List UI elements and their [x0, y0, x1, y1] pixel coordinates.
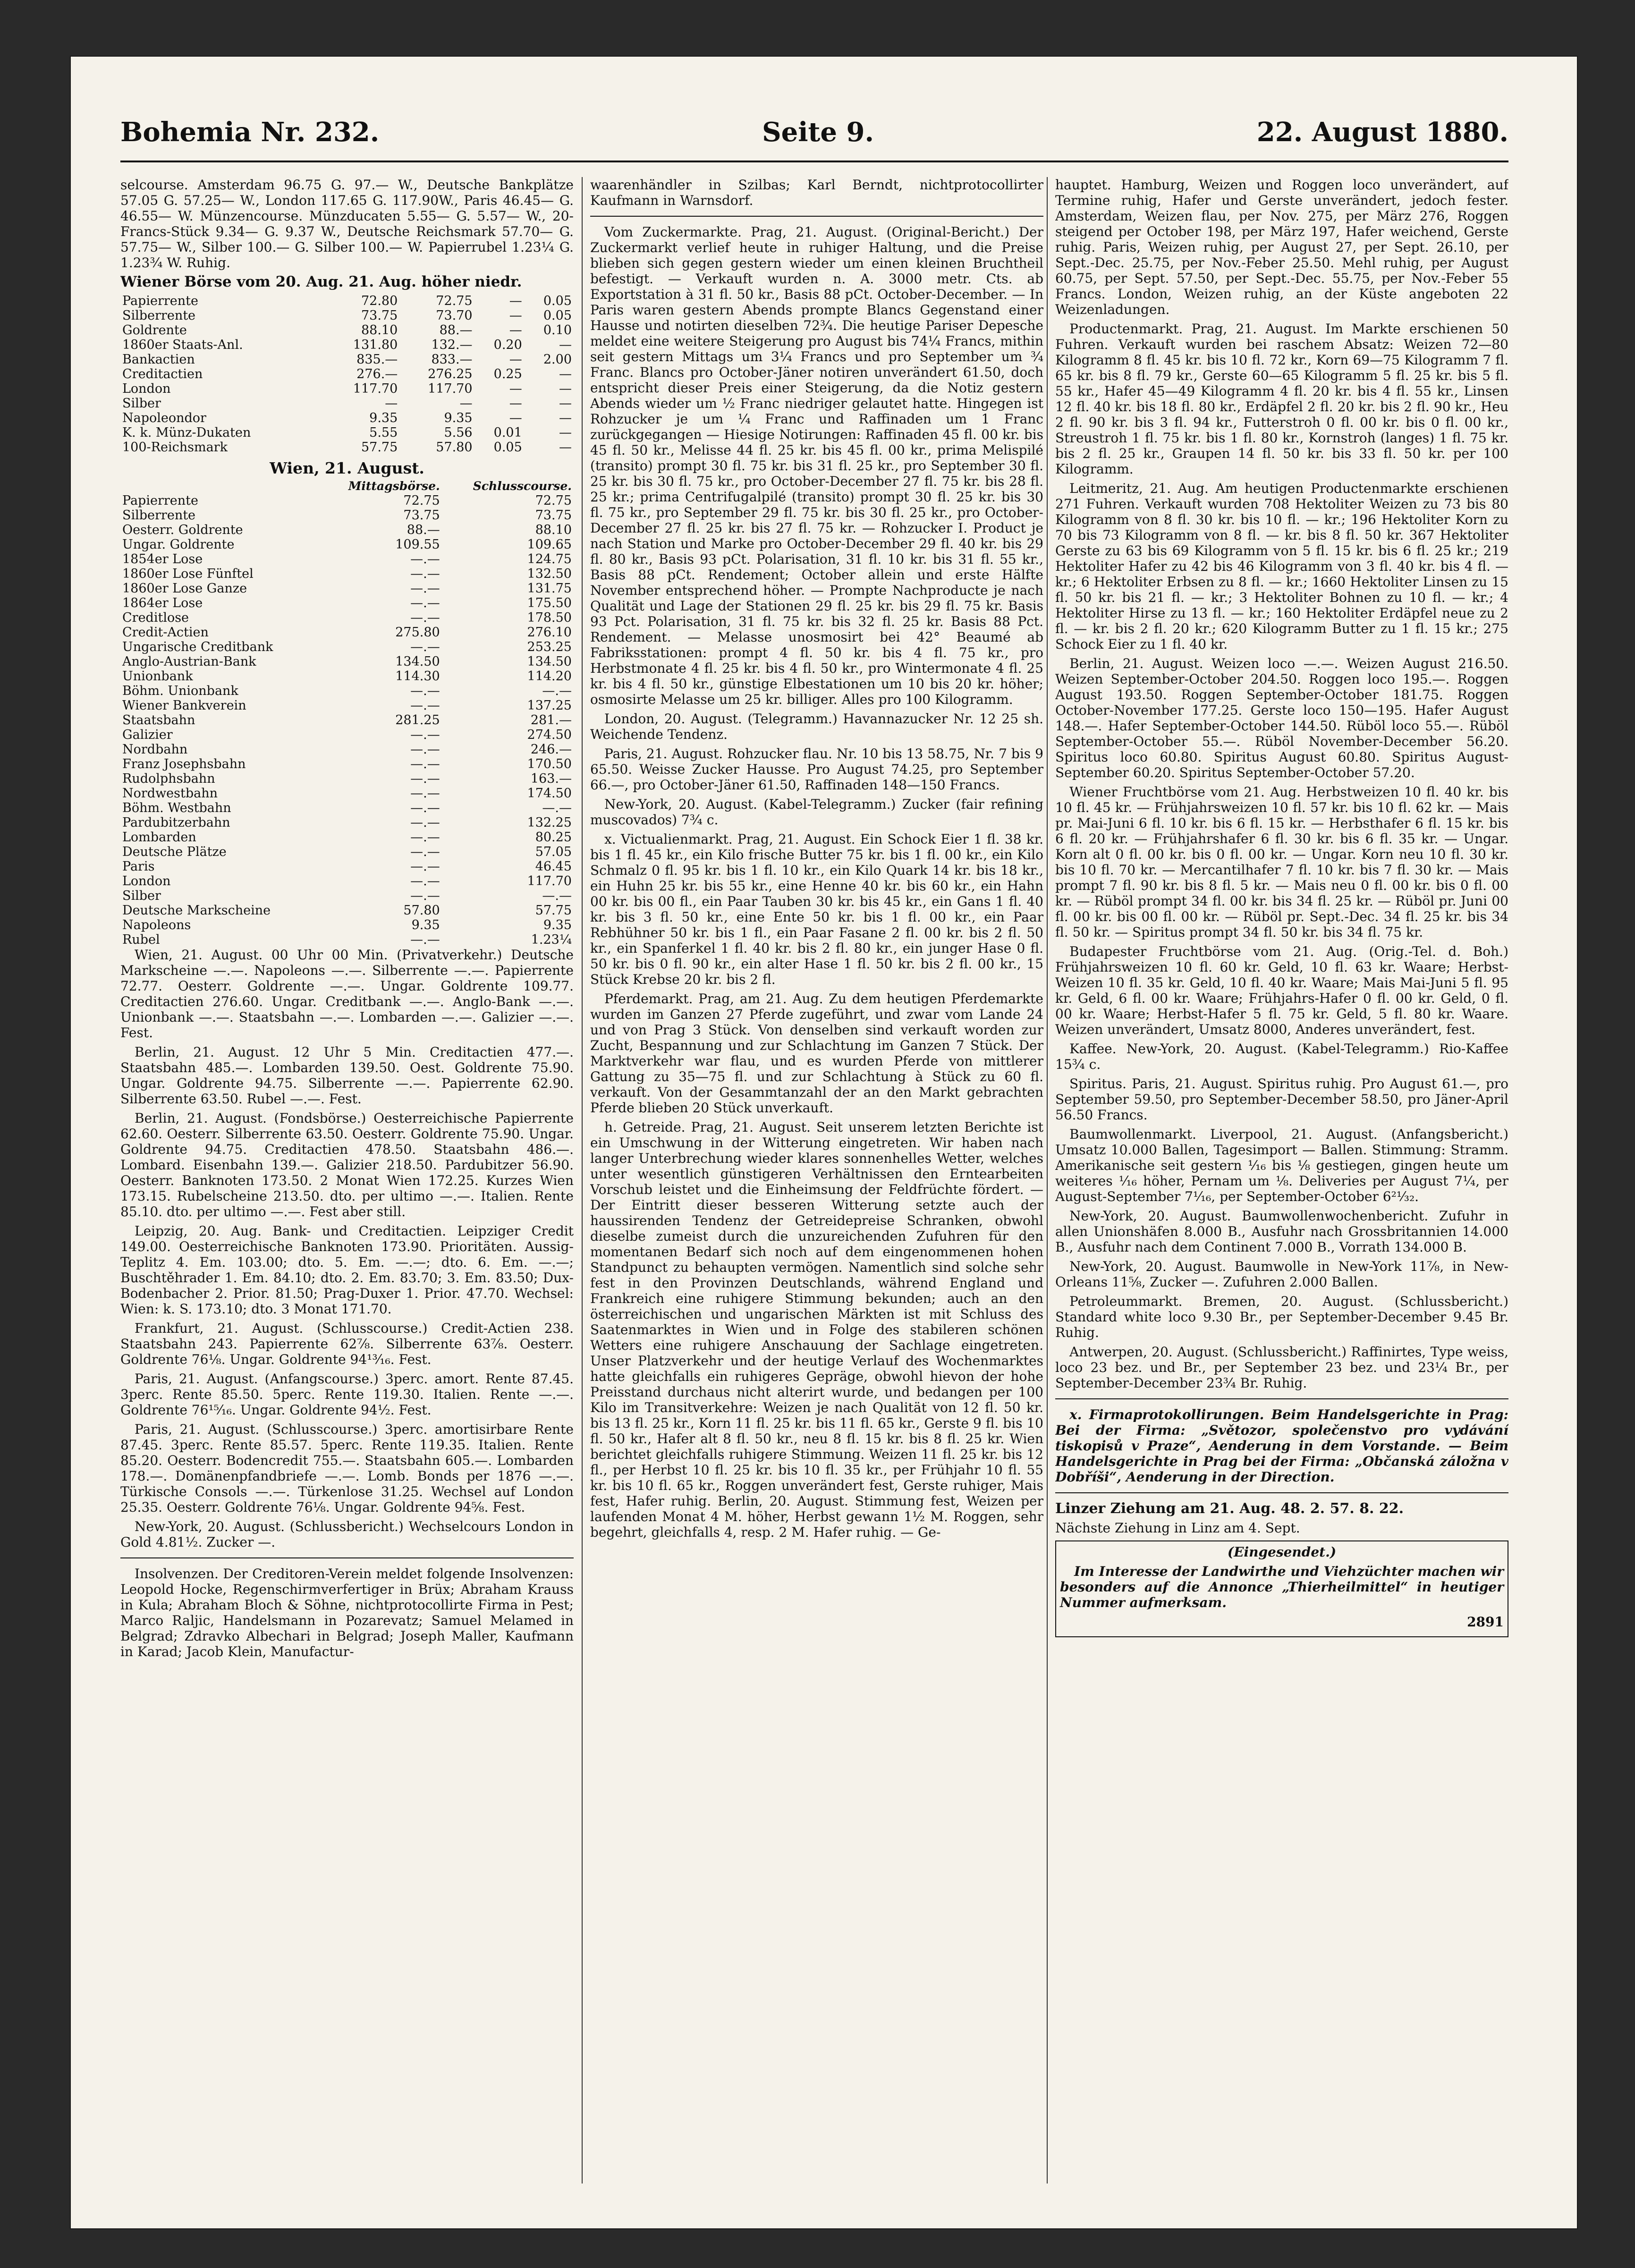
- security-name: Oesterr. Goldrente: [122, 523, 243, 537]
- quote-value: 0.25: [493, 367, 522, 381]
- wien-row: [120, 889, 574, 903]
- security-name: Deutsche Plätze: [122, 845, 227, 859]
- quote-value: 132.25: [527, 815, 572, 830]
- divider: [120, 1557, 574, 1558]
- wien-row: [120, 567, 574, 581]
- quote-value: 5.55: [369, 425, 398, 440]
- security-name: Deutsche Markscheine: [122, 903, 271, 918]
- quote-value: —.—: [410, 889, 440, 903]
- quote-value: 57.75: [361, 440, 398, 455]
- security-name: Napoleondor: [122, 411, 206, 425]
- victualienmarkt: x. Victualienmarkt. Prag, 21. August. Ein Schock Eier 1 fl. 38 kr. bis 1 fl. 45 kr., ein Kilo frische Butter 75 kr. bis 1 fl. 00 kr., ein Kilo Schmalz 0 fl. 95 kr. bis 1 fl. 10 kr., ein Kilo Quark 14 kr. bis 18 kr., ein Huhn 25 kr. bis 55 kr., eine Henne 40 kr. bis 60 kr., ein Hahn 00 kr. bis 00 fl., ein Paar Tauben 30 kr. bis 45 kr., ein Gans 1 fl. 40 kr. bis 3 fl. 50 kr., eine Ente 50 kr. bis 1 fl. 00 kr., ein Paar Rebhühner 50 kr. bis 1 fl., ein Paar Fasane 2 fl. 00 kr. bis 2 fl. 50 kr., ein Spanferkel 1 fl. 40 kr. bis 2 fl. 80 kr., ein junger Hase 0 fl. 50 kr. bis 0 fl. 90 kr., ein alter Hase 1 fl. 50 kr. bis 2 fl. 00 kr., 15 Stück Krebse 20 kr. bis 2 fl.: [590, 831, 1043, 987]
- quote-value: 131.75: [527, 581, 572, 596]
- quote-value: —: [509, 396, 522, 411]
- wien-row: [120, 537, 574, 552]
- quote-value: 73.75: [535, 508, 572, 523]
- wien-row: [120, 493, 574, 508]
- wiener-boerse-row: [120, 425, 574, 440]
- zucker-london: London, 20. August. (Telegramm.) Havannazucker Nr. 12 25 sh. Weichende Tendenz.: [590, 711, 1043, 742]
- wien-row: [120, 698, 574, 713]
- security-name: Anglo-Austrian-Bank: [122, 654, 256, 669]
- wien-row: [120, 713, 574, 728]
- quote-value: —: [559, 440, 572, 455]
- quote-value: 117.70: [428, 381, 473, 396]
- quote-value: —.—: [410, 640, 440, 654]
- security-name: Wiener Bankverein: [122, 698, 246, 713]
- security-name: 100-Reichsmark: [122, 440, 228, 455]
- security-name: Silber: [122, 889, 161, 903]
- wiener-fruchtboerse: Wiener Fruchtbörse vom 21. Aug. Herbstweizen 10 fl. 40 kr. bis 10 fl. 45 kr. — Frühjahrsweizen 10 fl. 57 kr. bis 10 fl. 62 kr. — Mais pr. Mai-Juni 6 fl. 10 kr. bis 6 fl. 15 kr. — Herbsthafer 6 fl. 15 kr. bis 6 fl. 20 kr. — Frühjahrshafer 6 fl. 30 kr. bis 6 fl. 35 kr. — Ungar. Korn alt 0 fl. 00 kr. bis 0 fl. 00 kr. — Ungar. Korn neu 10 fl. 30 kr. bis 10 fl. 70 kr. — Mercantilhafer 7 fl. 10 kr. bis 7 fl. 30 kr. — Mais prompt 7 fl. 90 kr. bis 8 fl. 5 kr. — Mais neu 0 fl. 00 kr. bis 0 fl. 00 kr. — Rüböl prompt 34 fl. 00 kr. bis 34 fl. 25 kr. — Rüböl pr. Juni 00 fl. 00 kr. bis 00 fl. 00 kr. — Rüböl pr. Sept.-Dec. 34 fl. 25 kr. bis 34 fl. 50 kr. — Spiritus prompt 34 fl. 50 kr. bis 34 fl. 75 kr.: [1055, 784, 1508, 940]
- wiener-boerse-row: [120, 352, 574, 367]
- security-name: Ungarische Creditbank: [122, 640, 273, 654]
- quote-value: 73.70: [436, 308, 473, 323]
- exchange-report: New-York, 20. August. (Schlussbericht.) Wechselcours London in Gold 4.81½. Zucker —.: [120, 1519, 574, 1550]
- quote-value: —.—: [410, 845, 440, 859]
- zucker-newyork: New-York, 20. August. (Kabel-Telegramm.) Zucker (fair refining muscovados) 7¾ c.: [590, 796, 1043, 828]
- quote-value: 72.75: [436, 294, 473, 308]
- quote-value: —: [559, 381, 572, 396]
- security-name: Rubel: [122, 932, 160, 947]
- quote-value: —.—: [410, 567, 440, 581]
- quote-value: 134.50: [395, 654, 440, 669]
- linzer-next: Nächste Ziehung in Linz am 4. Sept.: [1055, 1520, 1300, 1536]
- security-name: 1860er Staats-Anl.: [122, 338, 243, 352]
- security-name: Pardubitzerbahn: [122, 815, 230, 830]
- quote-value: 57.80: [436, 440, 473, 455]
- security-name: K. k. Münz-Dukaten: [122, 425, 251, 440]
- quote-value: —: [559, 425, 572, 440]
- wien-row: [120, 757, 574, 771]
- productenmarkt: Productenmarkt. Prag, 21. August. Im Markte erschienen 50 Fuhren. Verkauft wurden bei raschem Absatz: Weizen 72—80 Kilogramm 8 fl. 45 kr. bis 10 fl. 72 kr., Korn 69—75 Kilogramm 7 fl. 65 kr. bis 8 fl. 79 kr., Gerste 60—65 Kilogramm 5 fl. 25 kr. bis 5 fl. 55 kr., Hafer 45—49 Kilogramm 4 fl. 20 kr. bis 4 fl. 55 kr., Linsen 12 fl. 40 kr. bis 18 fl. 80 kr., Erdäpfel 2 fl. 20 kr. bis 2 fl. 90 kr., Heu 2 fl. 90 kr. bis 3 fl. 94 kr., Futterstroh 0 fl. 00 kr. bis 0 fl. 00 kr., Streustroh 1 fl. 75 kr. bis 1 fl. 80 kr., Kornstroh (langes) 1 fl. 75 kr. bis 2 fl. 25 kr., Graupen 14 fl. 50 kr. bis 33 fl. 50 kr. per 100 Kilogramm.: [1055, 321, 1508, 477]
- quote-value: 163.—: [530, 771, 572, 786]
- getreide: h. Getreide. Prag, 21. August. Seit unserem letzten Berichte ist ein Umschwung in der Witterung eingetreten. Wir haben nach langer Unterbrechung wieder klares sonnenhelles Wetter, welches unter wesentlich günstigeren Verhältnissen den Erntearbeiten Vorschub leistet und die Einheimsung der Feldfrüchte fördert. — Der Eintritt dieser besseren Witterung setzte auch der haussirenden Tendenz der Getreidepreise Schranken, obwohl dieselbe zumeist durch die unzureichenden Zufuhren für den momentanen Bedarf sich noch auf dem eingenommenen hohen Standpunct zu behaupten vermögen. Namentlich sind solche sehr fest in den Provinzen Deutschlands, während England und Frankreich eine ruhigere Stimmung bekunden; auch an den österreichischen und ungarischen Märkten ist mit Schluss des Saatenmarktes in Wien und in Folge des stabileren schönen Wetters eine ruhigere Anschauung der Sachlage eingetreten. Unser Platzverkehr und der heutige Verlauf des Wochenmarktes hatte gleichfalls ein ruhigeres Gepräge, obwohl hievon der hohe Preisstand durchaus nicht alterirt wurde, und bedangen per 100 Kilo im Transitverkehre: Weizen je nach Qualität von 12 fl. 50 kr. bis 13 fl. 25 kr., Korn 11 fl. 25 kr. bis 11 fl. 65 kr., Gerste 9 fl. bis 10 fl. 50 kr., Hafer alt 8 fl. 50 kr., neu 8 fl. 15 kr. bis 8 fl. 25 kr. Wien berichtet gleichfalls ruhigere Stimmung. Weizen 11 fl. 25 kr. bis 12 fl., per Herbst 10 fl. 25 kr. bis 10 fl. 35 kr., per Frühjahr 10 fl. 55 kr. bis 10 fl. 65 kr., Roggen unverändert fest, Gerste ruhiger, Mais fest, Hafer ruhig. Berlin, 20. August. Stimmung fest, Weizen per laufenden Monat 4 M. höher, Herbst gewann 1½ M. Roggen, sehr begehrt, gleichfalls 4, resp. 2 M. Hafer ruhig. — Ge-: [590, 1119, 1043, 1540]
- security-name: Silber: [122, 396, 161, 411]
- continuation-text: waarenhändler in Szilbas; Karl Berndt, nichtprotocollirter Kaufmann in Warnsdorf.: [590, 177, 1043, 208]
- quote-value: 0.05: [543, 294, 572, 308]
- quote-value: 5.56: [444, 425, 473, 440]
- wien-row: [120, 918, 574, 932]
- security-name: Böhm. Unionbank: [122, 684, 238, 698]
- quote-value: 276.25: [428, 367, 473, 381]
- column-rule-1: [582, 177, 583, 2183]
- security-name: Lombarden: [122, 830, 196, 845]
- security-name: 1860er Lose Fünftel: [122, 567, 254, 581]
- quote-value: —.—: [410, 786, 440, 801]
- quote-value: 2.00: [543, 352, 572, 367]
- petroleummarkt: Petroleummarkt. Bremen, 20. August. (Schlussbericht.) Standard white loco 9.30 Br., per September-December 9.45 Br. Ruhig.: [1055, 1294, 1508, 1340]
- wien-title: Wien, 21. August.: [270, 459, 424, 477]
- quote-value: 275.80: [395, 625, 440, 640]
- quote-value: 114.30: [395, 669, 440, 684]
- security-name: London: [122, 874, 171, 889]
- wiener-boerse-row: [120, 294, 574, 308]
- wien-row: [120, 815, 574, 830]
- quote-value: —: [509, 411, 522, 425]
- wien-row: [120, 523, 574, 537]
- security-name: Paris: [122, 859, 155, 874]
- quote-value: 1.23¼: [531, 932, 572, 947]
- wiener-boerse-row: [120, 381, 574, 396]
- linzer-ziehung: Linzer Ziehung am 21. Aug. 48. 2. 57. 8. 22.: [1055, 1500, 1404, 1517]
- quote-value: 9.35: [411, 918, 440, 932]
- quote-value: 0.20: [493, 338, 522, 352]
- quote-value: —: [385, 396, 398, 411]
- wiener-boerse-row: [120, 440, 574, 455]
- quote-value: —: [559, 396, 572, 411]
- quote-value: 9.35: [369, 411, 398, 425]
- quote-value: 137.25: [527, 698, 572, 713]
- quote-value: 80.25: [535, 830, 572, 845]
- security-name: Papierrente: [122, 493, 198, 508]
- quote-value: —.—: [410, 932, 440, 947]
- security-name: Papierrente: [122, 294, 198, 308]
- quote-value: —.—: [410, 874, 440, 889]
- exchange-report: Frankfurt, 21. August. (Schlusscourse.) Credit-Actien 238. Staatsbahn 243. Papierrente 62⅞. Silberrente 63⅞. Oesterr. Goldrente 76⅛. Ungar. Goldrente 94¹³⁄₁₆. Fest.: [120, 1320, 574, 1367]
- wien-row: [120, 728, 574, 742]
- wien-table: [120, 479, 574, 947]
- quote-value: —: [509, 308, 522, 323]
- wien-row: [120, 640, 574, 654]
- security-name: 1860er Lose Ganze: [122, 581, 247, 596]
- wiener-boerse-row: [120, 323, 574, 338]
- security-name: Galizier: [122, 728, 173, 742]
- newyork-baumwolle-1: New-York, 20. August. Baumwollenwochenbericht. Zufuhr in allen Unionshäfen 8.000 B., Ausfuhr nach Grossbritannien 14.000 B., Ausfuhr nach dem Continent 7.000 B., Vorrath 134.000 B.: [1055, 1208, 1508, 1255]
- security-name: Rudolphsbahn: [122, 771, 215, 786]
- quote-value: —.—: [410, 684, 440, 698]
- quote-value: —.—: [410, 830, 440, 845]
- quote-value: 88.—: [407, 523, 440, 537]
- divider: [1055, 1492, 1508, 1493]
- quote-value: 46.45: [535, 859, 572, 874]
- quote-value: —.—: [410, 552, 440, 567]
- wiener-boerse-row: [120, 367, 574, 381]
- quote-value: 835.—: [356, 352, 398, 367]
- security-name: Staatsbahn: [122, 713, 195, 728]
- divider: [1055, 1398, 1508, 1399]
- quote-value: —: [559, 367, 572, 381]
- security-name: Napoleons: [122, 918, 191, 932]
- quote-value: 174.50: [527, 786, 572, 801]
- quote-value: —: [509, 323, 522, 338]
- security-name: London: [122, 381, 171, 396]
- quote-value: 9.35: [543, 918, 572, 932]
- quote-value: 109.65: [527, 537, 572, 552]
- quote-value: 114.20: [527, 669, 572, 684]
- column-rule-2: [1047, 177, 1048, 2183]
- quote-value: 253.25: [527, 640, 572, 654]
- quote-value: 132.50: [527, 567, 572, 581]
- budapester-fruchtboerse: Budapester Fruchtbörse vom 21. Aug. (Orig.-Tel. d. Boh.) Frühjahrsweizen 10 fl. 60 kr. Geld, 10 fl. 63 kr. Waare; Herbst-Weizen 10 fl. 35 kr. Geld, 10 fl. 40 kr. Waare; Mais Mai-Juni 5 fl. 95 kr. Geld, 6 fl. 00 kr. Waare; Frühjahrs-Hafer 0 fl. 00 kr. Geld, 0 fl. 00 kr. Waare; Herbst-Hafer 5 fl. 75 kr. Geld, 5 fl. 80 kr. Waare. Weizen unverändert, Umsatz 8000, Anderes unverändert, fest.: [1055, 944, 1508, 1037]
- quote-value: 246.—: [530, 742, 572, 757]
- quote-value: —.—: [410, 815, 440, 830]
- wien-row: [120, 552, 574, 567]
- security-name: Silberrente: [122, 308, 196, 323]
- wiener-boerse-table: [120, 294, 574, 455]
- wien-row: [120, 610, 574, 625]
- quote-value: 88.10: [361, 323, 398, 338]
- wiener-boerse-row: [120, 411, 574, 425]
- antwerpen: Antwerpen, 20. August. (Schlussbericht.) Raffinirtes, Type weiss, loco 23 bez. und Br., per September 23 bez. und 23¼ Br., per September-December 23¾ Br. Ruhig.: [1055, 1344, 1508, 1391]
- quote-value: 57.05: [535, 845, 572, 859]
- quote-value: —.—: [410, 742, 440, 757]
- wien-row: [120, 596, 574, 610]
- wien-row: [120, 684, 574, 698]
- security-name: Nordwestbahn: [122, 786, 218, 801]
- intro-exchange: selcourse. Amsterdam 96.75 G. 97.— W., Deutsche Bankplätze 57.05 G. 57.25— W., London 117.65 G. 117.90W., Paris 46.45— G. 46.55— W. Münzencourse. Münzducaten 5.55— G. 5.57— W., 20-Francs-Stück 9.34— G. 9.37 W., Deutsche Reichsmark 57.70— G. 57.75— W., Silber 100.— G. Silber 100.— W. Papierrubel 1.23¼ G. 1.23¾ W. Ruhig.: [120, 177, 574, 271]
- quote-value: 170.50: [527, 757, 572, 771]
- security-name: Creditactien: [122, 367, 203, 381]
- quote-value: —.—: [410, 698, 440, 713]
- quote-value: —.—: [410, 801, 440, 815]
- column-finance: [120, 177, 574, 2183]
- quote-value: —.—: [410, 581, 440, 596]
- issue-date: 22. August 1880.: [1256, 117, 1508, 148]
- eingesendet-number: 2891: [1467, 1614, 1504, 1630]
- page-header: [120, 104, 1508, 162]
- quote-value: 281.25: [395, 713, 440, 728]
- security-name: Nordbahn: [122, 742, 188, 757]
- wien-row: [120, 625, 574, 640]
- wien-row: [120, 581, 574, 596]
- wien-row: [120, 903, 574, 918]
- security-name: Bankactien: [122, 352, 195, 367]
- exchange-report: Paris, 21. August. (Anfangscourse.) 3perc. amort. Rente 87.45. 3perc. Rente 85.50. 5perc. Rente 119.30. Italien. Rente —.—. Goldrente 76¹⁵⁄₁₆. Ungar. Goldrente 94½. Fest.: [120, 1371, 574, 1418]
- wien-head-mittag: Mittagsbörse.: [348, 479, 440, 493]
- wien-row: [120, 801, 574, 815]
- quote-value: 73.75: [403, 508, 440, 523]
- quote-value: —.—: [542, 889, 572, 903]
- quote-value: 276.10: [527, 625, 572, 640]
- security-name: Unionbank: [122, 669, 193, 684]
- quote-value: —: [559, 411, 572, 425]
- wien-row: [120, 508, 574, 523]
- quote-value: 88.10: [535, 523, 572, 537]
- quote-value: 72.80: [361, 294, 398, 308]
- wien-row: [120, 771, 574, 786]
- security-name: Franz Josephsbahn: [122, 757, 246, 771]
- quote-value: 281.—: [530, 713, 572, 728]
- wien-row: [120, 859, 574, 874]
- quote-value: 132.—: [431, 338, 473, 352]
- wien-row: [120, 654, 574, 669]
- quote-value: —: [509, 381, 522, 396]
- quote-value: —.—: [542, 801, 572, 815]
- quote-value: —.—: [410, 757, 440, 771]
- wiener-boerse-row: [120, 396, 574, 411]
- wien-row: [120, 669, 574, 684]
- exchange-report: Leipzig, 20. Aug. Bank- und Creditactien. Leipziger Credit 149.00. Oesterreichische Banknoten 173.90. Prioritäten. Aussig-Teplitz 4. Em. 103.00; dto. 5. Em. —.—; dto. 6. Em. —.—; Buschtěhrader 1. Em. 84.10; dto. 2. Em. 83.70; 3. Em. 83.50; Dux-Bodenbacher 2. Prior. 81.50; Prag-Duxer 1. Prior. 47.70. Wechsel: Wien: k. S. 173.10; dto. 3 Monat 171.70.: [120, 1223, 574, 1317]
- quote-value: 0.05: [543, 308, 572, 323]
- wien-row: [120, 742, 574, 757]
- newyork-baumwolle-2: New-York, 20. August. Baumwolle in New-York 11⅞, in New-Orleans 11⅝, Zucker —. Zufuhren 2.000 Ballen.: [1055, 1259, 1508, 1290]
- paper-issue: Bohemia Nr. 232.: [120, 117, 380, 148]
- security-name: Goldrente: [122, 323, 187, 338]
- quote-value: 0.01: [493, 425, 522, 440]
- quote-value: —: [509, 352, 522, 367]
- baumwollenmarkt: Baumwollenmarkt. Liverpool, 21. August. (Anfangsbericht.) Umsatz 10.000 Ballen, Tagesimport — Ballen. Stimmung: Stramm. Amerikanische seit gestern ¹⁄₁₆ bis ⅛ gestiegen, gingen heute um weiteres ¹⁄₁₆ höher, Pernam um ⅛. Deliveries per August 7¹⁄₄, per August-September 7¹⁄₁₆, per September-October 6²¹⁄₃₂.: [1055, 1126, 1508, 1204]
- leitmeritz: Leitmeritz, 21. Aug. Am heutigen Productenmarkte erschienen 271 Fuhren. Verkauft wurden 708 Hektoliter Weizen zu 73 bis 80 Kilogramm von 8 fl. 30 kr. bis 10 fl. — kr.; 196 Hektoliter Korn zu 70 bis 73 Kilogramm von 8 fl. — kr. bis 8 fl. 50 kr. 367 Hektoliter Gerste zu 63 bis 69 Kilogramm von 5 fl. 15 kr. bis 6 fl. 25 kr.; 219 Hektoliter Hafer zu 42 bis 46 Kilogramm von 3 fl. 40 kr. bis 4 fl. — kr.; 6 Hektoliter Erbsen zu 8 fl. — kr.; 1660 Hektoliter Linsen zu 15 fl. 50 kr. bis 21 fl. — kr.; 3 Hektoliter Bohnen zu 10 fl. — kr.; 4 Hektoliter Hirse zu 13 fl. — kr.; 160 Hektoliter Erdäpfel neue zu 2 fl. — kr. bis 2 fl. 20 kr.; 620 Kilogramm Butter zu 1 fl. 15 kr.; 275 Schock Eier zu 1 fl. 40 kr.: [1055, 481, 1508, 652]
- quote-value: 57.75: [535, 903, 572, 918]
- firmaprotokollirungen: x. Firmaprotokollirungen. Beim Handelsgerichte in Prag: Bei der Firma: „Světozor, společenstvo pro vydávání tiskopisů v Praze“, Aenderung in dem Vorstande. — Beim Handelsgerichte in Prag bei der Firma: „Občanská záložna v Dobříši“, Aenderung in der Direction.: [1055, 1407, 1508, 1485]
- quote-value: 117.70: [527, 874, 572, 889]
- quote-value: 72.75: [403, 493, 440, 508]
- security-name: Böhm. Westbahn: [122, 801, 231, 815]
- quote-value: 276.—: [356, 367, 398, 381]
- wien-row: [120, 845, 574, 859]
- quote-value: 134.50: [527, 654, 572, 669]
- quote-value: 57.80: [403, 903, 440, 918]
- eingesendet-text: Im Interesse der Landwirthe und Viehzüchter machen wir besonders auf die Annonce „Thierheilmittel“ in heutiger Nummer aufmerksam.: [1060, 1564, 1504, 1610]
- quote-value: 175.50: [527, 596, 572, 610]
- quote-value: 131.80: [353, 338, 398, 352]
- security-name: Credit-Actien: [122, 625, 209, 640]
- quote-value: 9.35: [444, 411, 473, 425]
- security-name: Creditlose: [122, 610, 189, 625]
- newspaper-page: [71, 57, 1577, 2228]
- quote-value: 178.50: [527, 610, 572, 625]
- security-name: 1864er Lose: [122, 596, 203, 610]
- exchange-report: Wien, 21. August. 00 Uhr 00 Min. (Privatverkehr.) Deutsche Markscheine —.—. Napoleons —.—. Silberrente —.—. Papierrente 72.77. Oesterr. Goldrente —.—. Ungar. Goldrente 109.77. Creditactien 276.60. Ungar. Creditbank —.—. Anglo-Bank —.—. Unionbank —.—. Staatsbahn —.—. Lombarden —.—. Galizier —.—. Fest.: [120, 947, 574, 1041]
- exchange-report: Berlin, 21. August. 12 Uhr 5 Min. Creditactien 477.—. Staatsbahn 485.—. Lombarden 139.50. Oest. Goldrente 75.90. Ungar. Goldrente 94.75. Silberrente —.—. Papierrente 62.90. Silberrente 63.50. Rubel —.—. Fest.: [120, 1044, 574, 1107]
- quote-value: 833.—: [431, 352, 473, 367]
- continuation-text: hauptet. Hamburg, Weizen und Roggen loco unverändert, auf Termine ruhig, Hafer und Gerste unverändert, jedoch fester. Amsterdam, Weizen flau, per Nov. 275, per März 276, Roggen steigend per October 198, per März 197, Hafer weichend, Gerste ruhig. Paris, Weizen ruhig, per August 27, per Sept. 26.10, per Sept.-Dec. 25.75, per Nov.-Feber 25.50. Mehl ruhig, per August 60.75, per Sept. 57.50, per Sept.-Dec. 55.75, per Nov.-Feber 55 Francs. London, Weizen ruhig, an der Küste angeboten 22 Weizenladungen.: [1055, 177, 1508, 317]
- quote-value: 0.05: [493, 440, 522, 455]
- column-markets: [590, 177, 1043, 2183]
- zuckermarkt: Vom Zuckermarkte. Prag, 21. August. (Original-Bericht.) Der Zuckermarkt verlief heute in ruhiger Haltung, und die Preise blieben sich gegen gestern wieder um einen kleinen Bruchtheil befestigt. — Verkauft wurden n. A. 3000 metr. Cts. ab Exportstation à 31 fl. 50 kr., Basis 88 pCt. October-December. — In Paris waren gestern Abends prompte Blancs Gegenstand einer Hausse und notirten dieselben 72¾. Die heutige Pariser Depesche meldet eine weitere Steigerung pro August bis 74¼ Francs, mithin seit gestern Mittags um 3¼ Francs und pro September um ¾ Franc. Blancs pro October-Jäner notiren unverändert 61.50, doch entspricht dieser Preis einer Steigerung, da die Notiz gestern Abends wieder um ½ Franc niedriger gelautet hatte. Hingegen ist Rohzucker je um ¼ Franc und Raffinaden um 1 Franc zurückgegangen — Hiesige Notirungen: Raffinaden 45 fl. 00 kr. bis 45 fl. 50 kr., Melisse 44 fl. 25 kr. bis 45 fl. 00 kr., prima Melispilé (transito) prompt 30 fl. 75 kr. bis 31 fl. 25 kr., pro September 30 fl. 25 kr. bis 30 fl. 75 kr., pro October-December 27 fl. 75 kr. bis 28 fl. 25 kr.; prima Centrifugalpilé (transito) prompt 30 fl. 25 kr. bis 30 fl. 75 kr., pro September 29 fl. 75 kr. bis 30 fl. 25 kr., pro October-December 27 fl. 25 kr. bis 27 fl. 75 kr. — Rohzucker I. Product je nach Station und Marke pro October-December 29 fl. 40 kr. bis 29 fl. 80 kr., Basis 93 pCt. Polarisation, 31 fl. 10 kr. bis 31 fl. 55 kr., Basis 88 pCt. Rendement; October allein und erste Hälfte November entsprechend höher. — Prompte Nachproducte je nach Qualität und Lage der Stationen 29 fl. 25 kr. bis 29 fl. 75 kr. Basis 93 Pct. Polarisation, 31 fl. 75 kr. bis 32 fl. 25 kr. Basis 88 Pct. Rendement. — Melasse unosmosirt bei 42° Beaumé ab Fabriksstationen: prompt 4 fl. 50 kr. bis 4 fl. 75 kr., pro Herbstmonate 4 fl. 25 kr. bis 4 fl. 50 kr., pro Wintermonate 4 fl. 25 kr. bis 4 fl. 50 kr., günstige Elbestationen um 10 bis 20 kr. höher; osmosirte Melasse um 25 kr. billiger. Alles pro 100 Kilogramm.: [590, 224, 1043, 707]
- exchange-report: Berlin, 21. August. (Fondsbörse.) Oesterreichische Papierrente 62.60. Oesterr. Silberrente 63.50. Oesterr. Goldrente 75.90. Ungar. Goldrente 94.75. Creditactien 478.50. Staatsbahn 486.—. Lombard. Eisenbahn 139.—. Galizier 218.50. Pardubitzer 56.90. Oesterr. Banknoten 173.50. 2 Monat Wien 172.25. Kurzes Wien 173.15. Rubelscheine 213.50. dto. per ultimo —.—. Italien. Rente 85.10. dto. per ultimo —.—. Fest aber still.: [120, 1110, 574, 1219]
- wien-row: [120, 874, 574, 889]
- finance-reports: [120, 947, 574, 1550]
- quote-value: 72.75: [535, 493, 572, 508]
- eingesendet-box: [1055, 1540, 1508, 1637]
- quote-value: —.—: [410, 859, 440, 874]
- quote-value: 124.75: [527, 552, 572, 567]
- page-number: Seite 9.: [762, 117, 874, 148]
- wien-row: [120, 830, 574, 845]
- column-products: [1055, 177, 1508, 2183]
- quote-value: —.—: [410, 728, 440, 742]
- spiritus: Spiritus. Paris, 21. August. Spiritus ruhig. Pro August 61.—, pro September 59.50, pro September-December 58.50, pro Jäner-April 56.50 Francs.: [1055, 1076, 1508, 1123]
- wien-head-schluss: Schlusscourse.: [473, 479, 572, 493]
- quote-value: —.—: [410, 771, 440, 786]
- zucker-paris: Paris, 21. August. Rohzucker flau. Nr. 10 bis 13 58.75, Nr. 7 bis 9 65.50. Weisse Zucker Hausse. Pro August 74.25, pro September 66.—, pro October-Jäner 61.50, Raffinaden 148—150 Francs.: [590, 746, 1043, 793]
- berlin-products: Berlin, 21. August. Weizen loco —.—. Weizen August 216.50. Weizen September-October 204.50. Roggen loco 195.—. Roggen August 193.50. Roggen September-October 181.75. Roggen October-November 177.25. Gerste loco 150—195. Hafer August 148.—. Hafer September-October 144.50. Rüböl loco 55.—. Rüböl September-October 55.—. Rüböl November-December 56.20. Spiritus loco 60.80. Spiritus August 60.80. Spiritus August-September 60.20. Spiritus September-October 57.20.: [1055, 656, 1508, 780]
- security-name: Silberrente: [122, 508, 196, 523]
- wiener-boerse-row: [120, 308, 574, 323]
- quote-value: —.—: [542, 684, 572, 698]
- quote-value: 109.55: [395, 537, 440, 552]
- wiener-boerse-row: [120, 338, 574, 352]
- quote-value: —: [559, 338, 572, 352]
- quote-value: 73.75: [361, 308, 398, 323]
- pferdemarkt: Pferdemarkt. Prag, am 21. Aug. Zu dem heutigen Pferdemarkte wurden im Ganzen 27 Pferde zugeführt, und zwar vom Lande 24 und von Prag 3 Stück. Von denselben sind verkauft worden zur Zucht, Bespannung und zur Schlachtung im Ganzen 7 Stück. Der Marktverkehr war flau, und es wurden Pferde von mittlerer Gattung zu 35—75 fl. und zur Schlachtung à Stück zu 60 fl. verkauft. Von der Gesammtanzahl der an den Markt gebrachten Pferde blieben 20 Stück unverkauft.: [590, 991, 1043, 1116]
- quote-value: 0.10: [543, 323, 572, 338]
- wiener-boerse-title: Wiener Börse vom 20. Aug. 21. Aug. höher niedr.: [120, 273, 522, 290]
- quote-value: —: [459, 396, 473, 411]
- quote-value: 274.50: [527, 728, 572, 742]
- divider: [590, 216, 1043, 217]
- security-name: Ungar. Goldrente: [122, 537, 235, 552]
- kaffee: Kaffee. New-York, 20. August. (Kabel-Telegramm.) Rio-Kaffee 15¾ c.: [1055, 1041, 1508, 1072]
- insolvenzen: Insolvenzen. Der Creditoren-Verein meldet folgende Insolvenzen: Leopold Hocke, Regenschirmverfertiger in Brüx; Abraham Krauss in Kula; Abraham Bloch & Söhne, nichtprotocollirte Firma in Pest; Marco Raljic, Handelsmann in Pozarevatz; Samuel Melamed in Belgrad; Zdravko Albechari in Belgrad; Joseph Maller, Kaufmann in Karad; Jacob Klein, Manufactur-: [120, 1566, 574, 1659]
- quote-value: —: [509, 294, 522, 308]
- security-name: 1854er Lose: [122, 552, 203, 567]
- eingesendet-title: (Eingesendet.): [1227, 1544, 1337, 1560]
- exchange-report: Paris, 21. August. (Schlusscourse.) 3perc. amortisirbare Rente 87.45. 3perc. Rente 85.57. 5perc. Rente 119.35. Italien. Rente 85.20. Oesterr. Bodencredit 755.—. Staatsbahn 605.—. Lombarden 178.—. Domänenpfandbriefe —.—. Lomb. Bonds per 1876 —.—. Türkische Consols —.—. Türkenlose 31.25. Wechsel auf London 25.35. Oesterr. Goldrente 76⅛. Ungar. Goldrente 94⅝. Fest.: [120, 1422, 574, 1515]
- quote-value: —.—: [410, 596, 440, 610]
- wien-row: [120, 786, 574, 801]
- quote-value: 88.—: [439, 323, 473, 338]
- quote-value: 117.70: [353, 381, 398, 396]
- quote-value: —.—: [410, 610, 440, 625]
- wien-row: [120, 932, 574, 947]
